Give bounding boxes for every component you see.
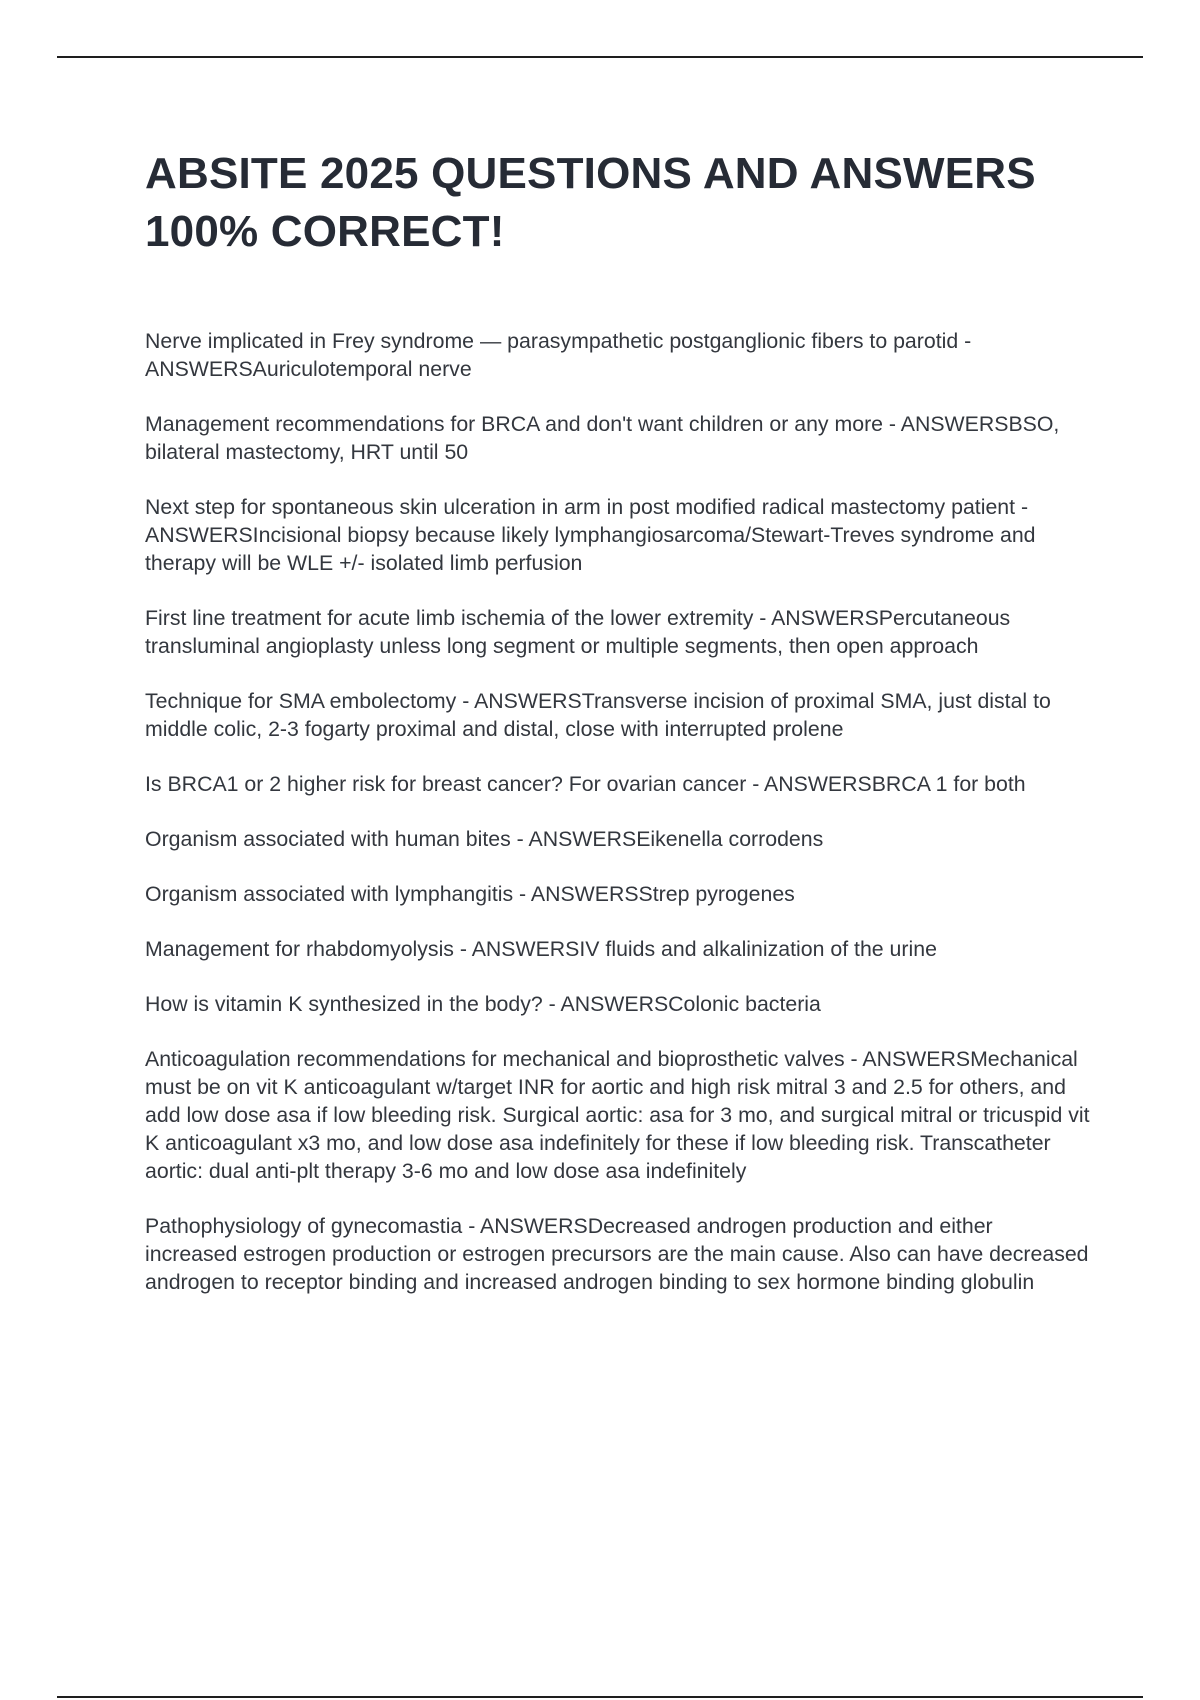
qa-item: Nerve implicated in Frey syndrome — parasympathetic postganglionic fibers to parotid - ANSWERSAuriculotemporal nerve: [145, 329, 972, 381]
qa-item: Technique for SMA embolectomy - ANSWERSTransverse incision of proximal SMA, just distal to middle colic, 2-3 fogarty proximal and distal, close with interrupted prolene: [145, 689, 1051, 741]
bottom-divider: [57, 1696, 1143, 1698]
qa-item: Management recommendations for BRCA and don't want children or any more - ANSWERSBSO, bilateral mastectomy, HRT until 50: [145, 412, 1060, 464]
qa-item: How is vitamin K synthesized in the body? - ANSWERSColonic bacteria: [145, 992, 821, 1016]
qa-item: Pathophysiology of gynecomastia - ANSWERSDecreased androgen production and either increased estrogen production or estrogen precursors are the main cause. Also can have decreased androgen to receptor binding and increased androgen binding to sex hormone binding globulin: [145, 1214, 1089, 1294]
qa-item: Organism associated with human bites - ANSWERSEikenella corrodens: [145, 827, 824, 851]
qa-item: Organism associated with lymphangitis - ANSWERSStrep pyrogenes: [145, 882, 795, 906]
page-content: [145, 145, 1090, 1323]
qa-list: [145, 327, 1090, 1296]
qa-item: Next step for spontaneous skin ulceration in arm in post modified radical mastectomy patient - ANSWERSIncisional biopsy because likely lymphangiosarcoma/Stewart-Treves syndrome and therapy will be WLE +/- isolated limb perfusion: [145, 495, 1036, 575]
qa-item: Management for rhabdomyolysis - ANSWERSIV fluids and alkalinization of the urine: [145, 937, 937, 961]
qa-item: First line treatment for acute limb ischemia of the lower extremity - ANSWERSPercutaneous transluminal angioplasty unless long segment or multiple segments, then open approach: [145, 606, 1011, 658]
qa-item: Is BRCA1 or 2 higher risk for breast cancer? For ovarian cancer - ANSWERSBRCA 1 for both: [145, 772, 1026, 796]
qa-item: Anticoagulation recommendations for mechanical and bioprosthetic valves - ANSWERSMechanical must be on vit K anticoagulant w/target INR for aortic and high risk mitral 3 and 2.5 for others, and add low dose asa if low bleeding risk. Surgical aortic: asa for 3 mo, and surgical mitral or tricuspid vit K anticoagulant x3 mo, and low dose asa indefinitely for these if low bleeding risk. Transcatheter aortic: dual anti-plt therapy 3-6 mo and low dose asa indefinitely: [145, 1047, 1090, 1183]
page-title: ABSITE 2025 QUESTIONS AND ANSWERS 100% CORRECT!: [145, 149, 1036, 256]
top-divider: [57, 56, 1143, 58]
